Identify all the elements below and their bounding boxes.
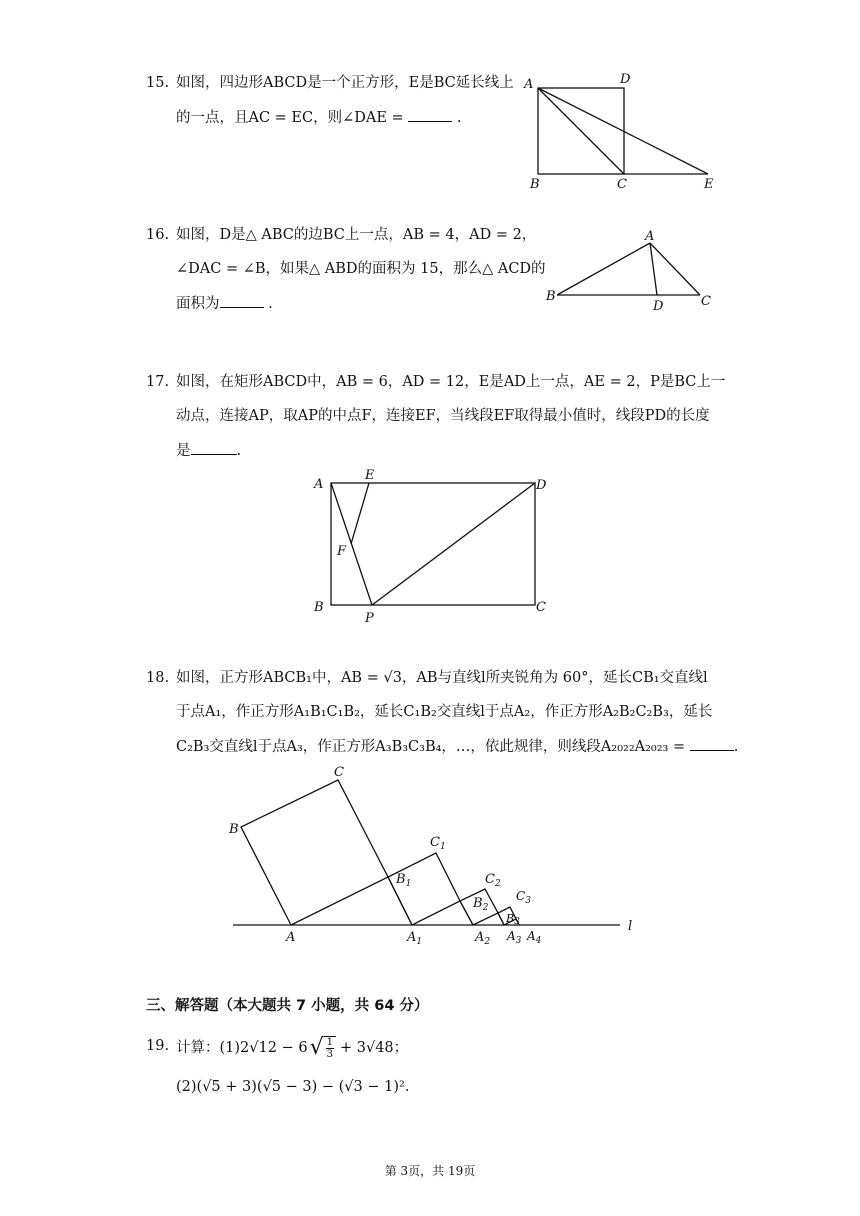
q19-line1 — [176, 1036, 408, 1060]
q18-text-line3a: C₂B₃交直线l于点A₃，作正方形A₃B₃C₃B₄，…，依此规律，则线段A₂₀₂₂A₂₀₂₃ = — [176, 739, 690, 755]
q15-text-line2a: 的一点，且AC = EC，则∠DAE = — [176, 110, 409, 126]
q18-text-line1: 如图，正方形ABCB₁中，AB = √3，AB与直线l所夹锐角为 60°，延长CB₁交直线l — [176, 670, 708, 686]
q18-label-c3: $C_3$ — [516, 889, 531, 906]
q17-label-c: C — [536, 600, 546, 615]
q17-rectangle-figure — [300, 462, 570, 632]
q16-label-d: D — [653, 299, 664, 314]
q16-text-line3b: . — [263, 296, 273, 312]
q17-label-b: B — [314, 600, 324, 615]
q18-label-a: A — [286, 930, 296, 945]
q19-line1-prefix: 计算：(1)2√12 − 6 — [176, 1040, 308, 1056]
q18-label-c1: $C_1$ — [430, 835, 446, 852]
q19-sqrt-fraction — [310, 1036, 336, 1060]
q15-label-c: C — [617, 177, 627, 192]
q18-label-a2: $A_2$ — [475, 930, 491, 947]
q17-text-line3 — [176, 440, 241, 461]
q16-number: 16. — [146, 227, 170, 243]
q17-label-d: D — [536, 478, 547, 493]
q15-square-figure — [520, 68, 720, 193]
q17-label-a: A — [314, 477, 324, 492]
page-footer: 第 3页，共 19页 — [384, 1164, 476, 1178]
q19-fraction — [324, 1036, 336, 1060]
q15-label-e: E — [704, 177, 714, 192]
q19-fraction-denominator: 3 — [326, 1049, 333, 1060]
q17-text-line3a: 是 — [176, 443, 191, 459]
q18-label-b2: $B_2$ — [473, 896, 489, 913]
q15-number: 15. — [146, 75, 170, 91]
q18-label-b: B — [229, 822, 239, 837]
q17-label-p: P — [365, 611, 374, 626]
q16-label-a: A — [645, 229, 655, 244]
q15-answer-blank[interactable] — [408, 107, 452, 122]
q18-label-c: C — [334, 765, 344, 780]
q17-number: 17. — [146, 374, 170, 390]
q18-label-a4: $A_4$ — [527, 929, 542, 946]
q18-label-l: l — [628, 919, 633, 934]
q18-squares-figure — [220, 760, 650, 950]
section-3-heading: 三、解答题（本大题共 7 小题，共 64 分） — [146, 998, 429, 1014]
q16-text-line3 — [176, 293, 273, 314]
q18-label-a1: $A_1$ — [407, 930, 423, 947]
q15-label-d: D — [620, 72, 631, 87]
q17-text-line3b: . — [236, 443, 242, 459]
q18-text-line2: 于点A₁，作正方形A₁B₁C₁B₂，延长C₁B₂交直线l于点A₂，作正方形A₂B₂C₂B₃，延长 — [176, 704, 713, 720]
q18-label-a3: $A_3$ — [507, 929, 522, 946]
q16-text-line1: 如图，D是△ ABC的边BC上一点，AB = 4，AD = 2， — [176, 227, 537, 243]
q16-triangle-figure — [545, 225, 720, 315]
q16-label-b: B — [546, 289, 556, 304]
q18-text-line3b: . — [733, 739, 739, 755]
q16-text-line2: ∠DAC = ∠B，如果△ ABD的面积为 15，那么△ ACD的 — [176, 261, 546, 277]
q17-text-line1: 如图，在矩形ABCD中，AB = 6，AD = 12，E是AD上一点，AE = 2，P是BC上一 — [176, 374, 726, 390]
q19-line1-suffix: + 3√48； — [339, 1040, 409, 1056]
q15-label-b: B — [530, 177, 540, 192]
q18-number: 18. — [146, 670, 170, 686]
q17-label-f: F — [337, 544, 347, 559]
q18-label-b3: B3 — [506, 912, 520, 927]
q15-text-line2 — [176, 107, 462, 128]
q18-label-c2: $C_2$ — [485, 872, 501, 889]
q19-number: 19. — [146, 1038, 170, 1054]
q16-answer-blank[interactable] — [220, 293, 264, 308]
q17-label-e: E — [365, 468, 375, 483]
q19-sqrt-sign: √ — [309, 1035, 324, 1060]
q18-text-line3 — [176, 736, 738, 757]
q15-label-a: A — [524, 77, 534, 92]
q17-text-line2: 动点，连接AP，取AP的中点F，连接EF，当线段EF取得最小值时，线段PD的长度 — [176, 408, 710, 424]
q19-line2: (2)(√5 + 3)(√5 − 3) − (√3 − 1)². — [176, 1079, 410, 1095]
q19-fraction-numerator: 1 — [326, 1037, 333, 1048]
q17-answer-blank[interactable] — [191, 440, 237, 455]
q16-label-c: C — [701, 294, 711, 309]
q18-label-b1: $B_1$ — [396, 872, 412, 889]
q16-text-line3a: 面积为 — [176, 296, 220, 312]
q15-text-line2b: . — [452, 110, 462, 126]
q18-answer-blank[interactable] — [690, 736, 734, 751]
q15-text-line1: 如图，四边形ABCD是一个正方形，E是BC延长线上 — [176, 75, 514, 91]
